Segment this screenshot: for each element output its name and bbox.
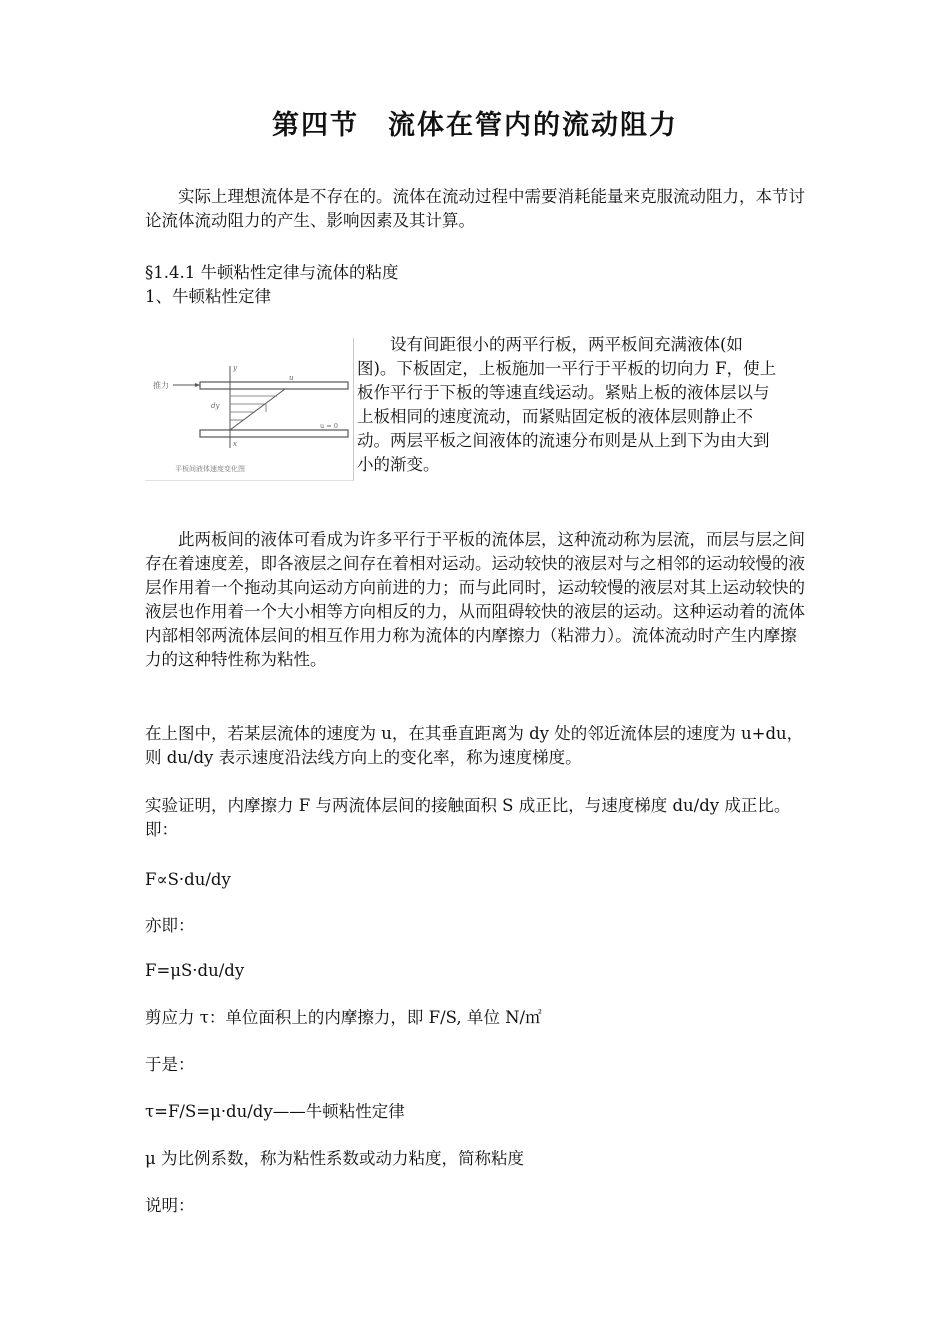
y-label: y (233, 364, 237, 372)
explanation-label: 说明： (145, 1196, 195, 1215)
proportional-formula: F∝S·du/dy (145, 870, 231, 889)
zero-velocity-label: u = 0 (320, 422, 338, 430)
u-label: u (289, 374, 294, 382)
viscosity-formula: F=μS·du/dy (145, 961, 245, 980)
top-plate (200, 382, 348, 389)
figure-description: 设有间距很小的两平行板，两平板间充满液体(如图)。下板固定，上板施加一平行于平板的切向力 F，使上板作平行于下板的等速直线运动。紧贴上板的液体层以与上板相同的速度流动，而紧贴固定板的液体层则静止不动。两层平板之间液体的流速分布则是从上到下为由大到小的渐变。 (357, 335, 777, 474)
text-line: 于是： (145, 1055, 195, 1074)
figure-caption: 平板间液体速度变化图 (175, 465, 245, 473)
viscosity-definition: μ 为比例系数，称为粘性系数或动力粘度，简称粘度 (145, 1149, 524, 1168)
laminar-flow-paragraph: 此两板间的液体可看成为许多平行于平板的流体层，这种流动称为层流，而层与层之间存在着速度差，即各液层之间存在着相对运动。运动较快的液层对与之相邻的运动较慢的液层作用着一个拖动其向运动方向前进的力；而与此同时，运动较慢的液层对其上运动较快的液层也作用着一个大小相等方向相反的力，从而阻碍较快的液层的运动。这种运动着的流体内部相邻两流体层间的相互作用力称为流体的内摩擦力（粘滞力）。流体流动时产生内摩擦力的这种特性称为粘性。 (145, 530, 805, 669)
velocity-profile-line (230, 389, 285, 430)
velocity-diagram (145, 338, 353, 480)
bottom-plate (200, 430, 348, 437)
velocity-profile-figure (145, 338, 354, 481)
intro-paragraph: 实际上理想流体是不存在的。流体在流动过程中需要消耗能量来克服流动阻力，本节讨论流体流动阻力的产生、影响因素及其计算。 (145, 187, 805, 230)
subheading: 1、牛顿粘性定律 (145, 287, 271, 306)
force-label: 推力 (153, 381, 169, 390)
page-title: 第四节 流体在管内的流动阻力 (272, 110, 678, 141)
experiment-paragraph: 实验证明，内摩擦力 F 与两流体层间的接触面积 S 成正比，与速度梯度 du/dy 成正比。即： (145, 796, 791, 839)
shear-stress-definition: 剪应力 τ：单位面积上的内摩擦力，即 F/S, 单位 N/㎡ (145, 1008, 542, 1027)
velocity-gradient-paragraph: 在上图中，若某层流体的速度为 u，在其垂直距离为 dy 处的邻近流体层的速度为 u+du，则 du/dy 表示速度沿法线方向上的变化率，称为速度梯度。 (145, 724, 804, 767)
text-line: 亦即： (145, 916, 195, 935)
x-label: x (233, 440, 237, 448)
section-heading: §1.4.1 牛顿粘性定律与流体的粘度 (145, 263, 399, 282)
dy-label: dy (211, 402, 220, 410)
newton-law-formula: τ=F/S=μ·du/dy——牛顿粘性定律 (145, 1102, 405, 1121)
